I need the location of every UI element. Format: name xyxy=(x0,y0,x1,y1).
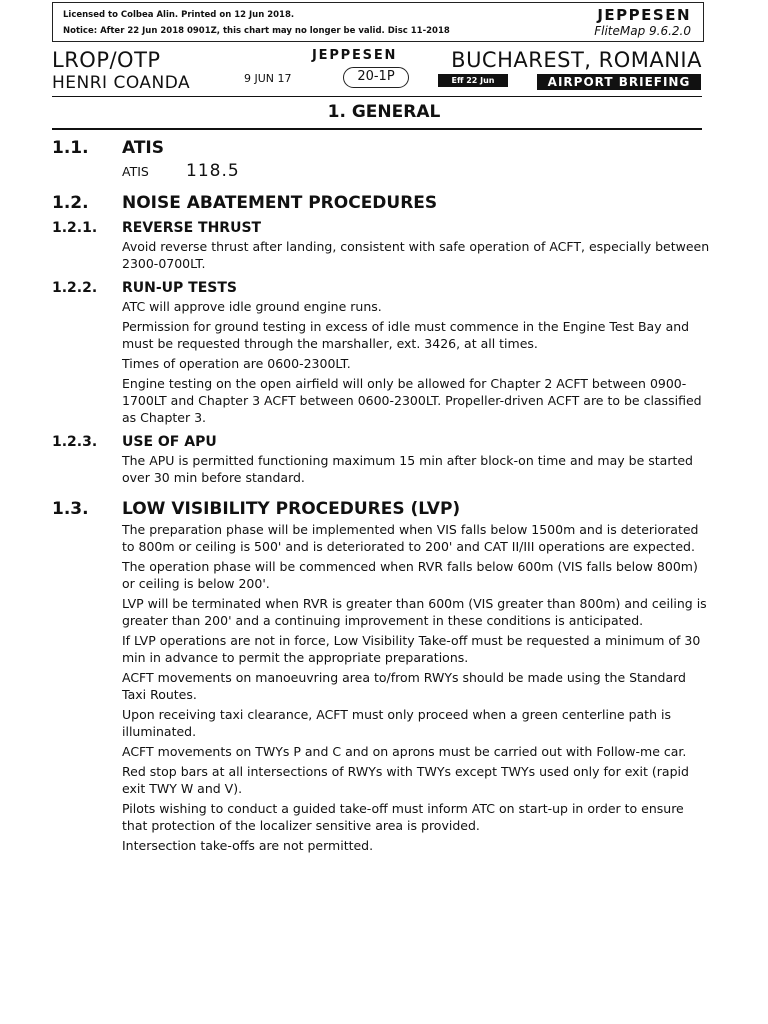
paragraph: Intersection take-offs are not permitted. xyxy=(122,838,374,853)
atis-label: ATIS xyxy=(122,164,149,179)
paragraph: Times of operation are 0600-2300LT. xyxy=(122,356,351,371)
run-up-tests-heading xyxy=(52,279,712,298)
chart-number: 20-1P xyxy=(343,67,409,88)
atis-frequency-row xyxy=(122,160,712,183)
briefing-label: AIRPORT BRIEFING xyxy=(537,74,701,90)
city-country: BUCHAREST, ROMANIA xyxy=(451,48,702,72)
atis-heading xyxy=(52,136,712,160)
lvp-number: 1.3. xyxy=(52,499,89,519)
reverse-thrust-number: 1.2.1. xyxy=(52,220,98,236)
paragraph: The preparation phase will be implemented when VIS falls below 1500m and is deteriorated to 800m or ceiling is 500' and is deteriorated to 200' and CAT II/III operations are expected. xyxy=(122,522,699,554)
paragraph: ACFT movements on manoeuvring area to/from RWYs should be made using the Standard Taxi Routes. xyxy=(122,670,686,702)
effective-date: Eff 22 Jun xyxy=(438,74,508,87)
use-of-apu-number: 1.2.3. xyxy=(52,434,98,450)
run-up-tests-title: RUN-UP TESTS xyxy=(122,280,238,296)
reverse-thrust-title: REVERSE THRUST xyxy=(122,220,262,236)
paragraph: Engine testing on the open airfield will only be allowed for Chapter 2 ACFT between 0900-1700LT and Chapter 3 ACFT between 0600-2300LT. Propeller-driven ACFT are to be classified as Chapter 3. xyxy=(122,376,702,425)
airport-name: HENRI COANDA xyxy=(52,73,191,93)
lvp-body xyxy=(122,521,712,854)
atis-title: ATIS xyxy=(122,138,165,158)
chart-date: 9 JUN 17 xyxy=(244,72,292,85)
paragraph: The APU is permitted functioning maximum 15 min after block-on time and may be started over 30 min before standard. xyxy=(122,453,693,485)
run-up-tests-number: 1.2.2. xyxy=(52,280,98,296)
noise-heading xyxy=(52,191,712,215)
use-of-apu-body xyxy=(122,452,712,486)
section-divider xyxy=(52,128,702,130)
chart-content xyxy=(52,136,712,857)
noise-number: 1.2. xyxy=(52,193,89,213)
atis-frequency: 118.5 xyxy=(186,161,240,181)
use-of-apu-heading xyxy=(52,433,712,452)
reverse-thrust-heading xyxy=(52,219,712,238)
paragraph: Pilots wishing to conduct a guided take-off must inform ATC on start-up in order to ensure that protection of the localizer sensitive area is provided. xyxy=(122,801,684,833)
license-banner xyxy=(52,2,704,42)
software-version: FliteMap 9.6.2.0 xyxy=(594,24,691,38)
icao-iata-code: LROP/OTP xyxy=(52,48,161,72)
license-line: Licensed to Colbea Alin. Printed on 12 Jun 2018. xyxy=(63,10,295,20)
paragraph: Permission for ground testing in excess of idle must commence in the Engine Test Bay and must be requested through the marshaller, ext. 3426, at all times. xyxy=(122,319,690,351)
notice-line: Notice: After 22 Jun 2018 0901Z, this chart may no longer be valid. Disc 11-2018 xyxy=(63,26,450,36)
paragraph: Upon receiving taxi clearance, ACFT must only proceed when a green centerline path is illuminated. xyxy=(122,707,671,739)
lvp-heading xyxy=(52,497,712,521)
run-up-tests-body xyxy=(122,298,712,426)
paragraph: Red stop bars at all intersections of RWYs with TWYs except TWYs used only for exit (rapid exit TWY W and V). xyxy=(122,764,689,796)
reverse-thrust-body xyxy=(122,238,712,272)
paragraph: ACFT movements on TWYs P and C and on aprons must be carried out with Follow-me car. xyxy=(122,744,687,759)
header-divider xyxy=(52,96,702,97)
airport-identity xyxy=(52,48,190,94)
lvp-title: LOW VISIBILITY PROCEDURES (LVP) xyxy=(122,499,461,519)
brand-logo: JEPPESEN xyxy=(597,6,691,24)
paragraph: ATC will approve idle ground engine runs. xyxy=(122,299,382,314)
center-brand-logo: JEPPESEN xyxy=(312,48,398,63)
use-of-apu-title: USE OF APU xyxy=(122,434,217,450)
paragraph: The operation phase will be commenced when RVR falls below 600m (VIS falls below 800m) or ceiling is below 200'. xyxy=(122,559,698,591)
atis-number: 1.1. xyxy=(52,138,89,158)
paragraph: Avoid reverse thrust after landing, consistent with safe operation of ACFT, especially between 2300-0700LT. xyxy=(122,239,710,271)
section-title: 1. GENERAL xyxy=(327,102,441,122)
noise-title: NOISE ABATEMENT PROCEDURES xyxy=(122,193,438,213)
paragraph: If LVP operations are not in force, Low Visibility Take-off must be requested a minimum of 30 min in advance to permit the appropriate preparations. xyxy=(122,633,701,665)
paragraph: LVP will be terminated when RVR is greater than 600m (VIS greater than 800m) and ceiling is greater than 200' and a continuing improvement in these conditions is anticipated. xyxy=(122,596,707,628)
